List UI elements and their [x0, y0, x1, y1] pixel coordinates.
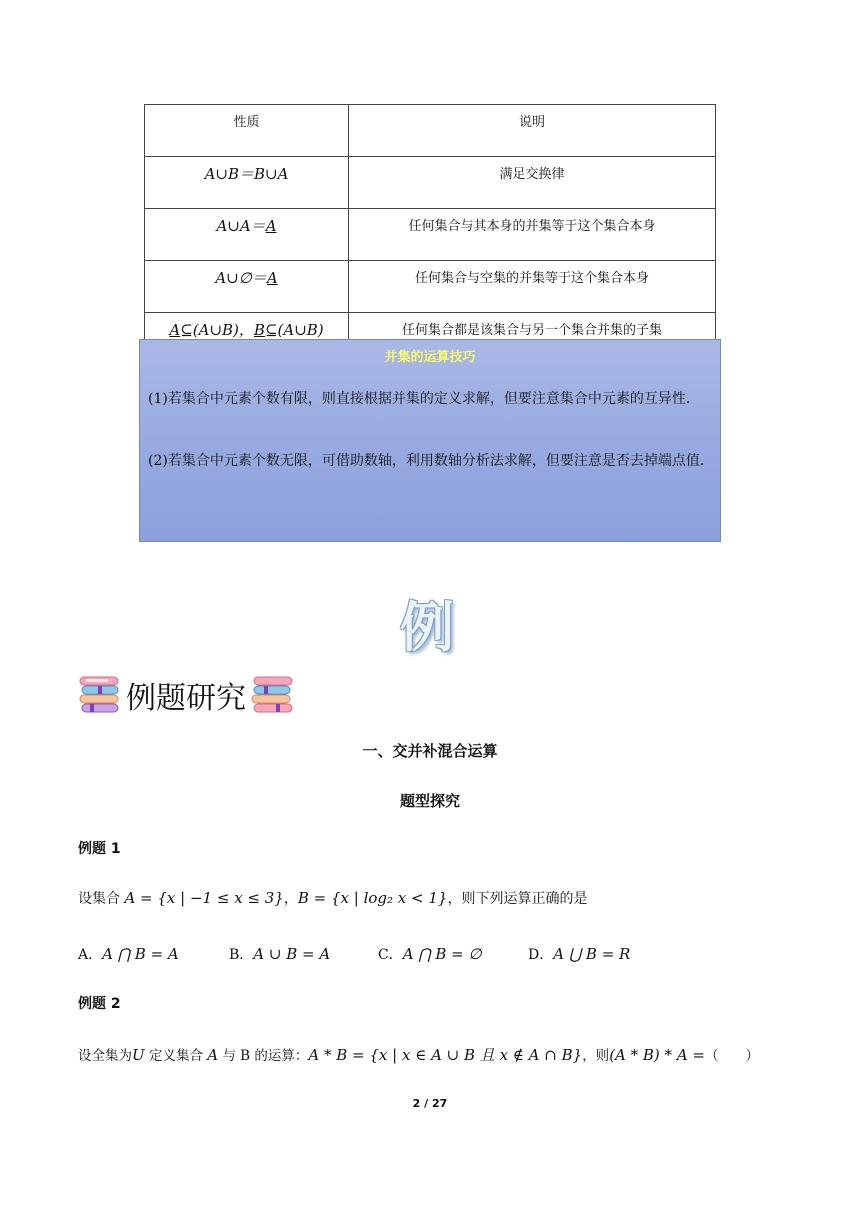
tip-box [139, 339, 721, 542]
answer-blank: （ ） [705, 1048, 759, 1064]
books-icon [78, 675, 122, 715]
option-expression: A ⋂ B = A [102, 945, 179, 963]
set-a-definition: A = {x | −1 ≤ x ≤ 3} [124, 889, 284, 907]
page-number: 2 / 27 [412, 1097, 448, 1110]
example-1-label: 例题 1 [78, 841, 121, 857]
heading-text: 例题研究 [126, 681, 246, 716]
operation-expression: (A * B) * A = [609, 1046, 705, 1064]
operation-definition: A * B = {x | x ∈ A ∪ B 且 x ∉ A ∩ B} [308, 1046, 583, 1064]
property-answer: A [265, 217, 277, 235]
subsection-title: 题型探究 [399, 792, 460, 810]
question-text: 设集合 [78, 891, 125, 907]
question-text: 与 B 的运算： [218, 1048, 309, 1064]
property-text: ⊆(A∪B)， [180, 321, 254, 339]
option-d [528, 944, 630, 964]
universal-set: U [132, 1046, 145, 1064]
property-cell [145, 209, 349, 261]
property-text: A∪∅＝ [215, 269, 267, 287]
option-expression: A ⋂ B = ∅ [402, 945, 482, 963]
description-cell: 任何集合与其本身的并集等于这个集合本身 [349, 209, 716, 261]
example-2-label: 例题 2 [78, 996, 121, 1012]
table-row [145, 157, 716, 209]
header-property: 性质 [145, 105, 349, 157]
option-letter: A． [78, 947, 103, 963]
question-text: ，则下列运算正确的是 [447, 891, 588, 907]
option-letter: C． [378, 947, 403, 963]
property-cell: A∪B＝B∪A [145, 157, 349, 209]
property-cell [145, 261, 349, 313]
question-text: ，则 [582, 1048, 610, 1064]
tip-paragraph-2: (2)若集合中元素个数无限，可借助数轴，利用数轴分析法求解，但要注意是否去掉端点值． [148, 453, 714, 469]
option-expression: A ⋃ B = R [553, 945, 631, 963]
property-answer: A [169, 321, 181, 339]
question-text: 定义集合 [144, 1048, 208, 1064]
union-properties-table [144, 104, 716, 365]
question-text: ， [283, 891, 298, 907]
set-b-definition: B = {x | log₂ x < 1} [297, 889, 448, 907]
header-description: 说明 [349, 105, 716, 157]
description-cell: 任何集合都是该集合与另一个集合并集的子集 [349, 313, 716, 365]
property-answer: A [266, 269, 278, 287]
description-cell: 满足交换律 [349, 157, 716, 209]
tip-paragraph-1: (1)若集合中元素个数有限，则直接根据并集的定义求解，但要注意集合中元素的互异性． [148, 391, 700, 407]
table-row [145, 209, 716, 261]
example-decorative-char: 例 [400, 596, 454, 659]
property-text: A∪A＝ [216, 217, 266, 235]
question-text: 设全集为 [78, 1048, 132, 1064]
example-1-question [78, 888, 587, 908]
example-2-question [78, 1044, 759, 1065]
set-a: A [207, 1046, 219, 1064]
option-letter: B． [229, 947, 254, 963]
property-answer: B [253, 321, 265, 339]
option-c [378, 944, 482, 964]
option-b [229, 944, 330, 964]
option-expression: A ∪ B = A [253, 945, 331, 963]
option-a [78, 944, 179, 964]
books-icon [250, 675, 294, 715]
property-text: ⊆(A∪B) [264, 321, 324, 339]
option-letter: D． [528, 947, 554, 963]
description-cell: 任何集合与空集的并集等于这个集合本身 [349, 261, 716, 313]
table-row [145, 261, 716, 313]
section-title: 一、交并补混合运算 [362, 742, 498, 760]
section-heading [78, 674, 294, 716]
tip-title: 并集的运算技巧 [384, 350, 476, 365]
table-header-row [145, 105, 716, 157]
